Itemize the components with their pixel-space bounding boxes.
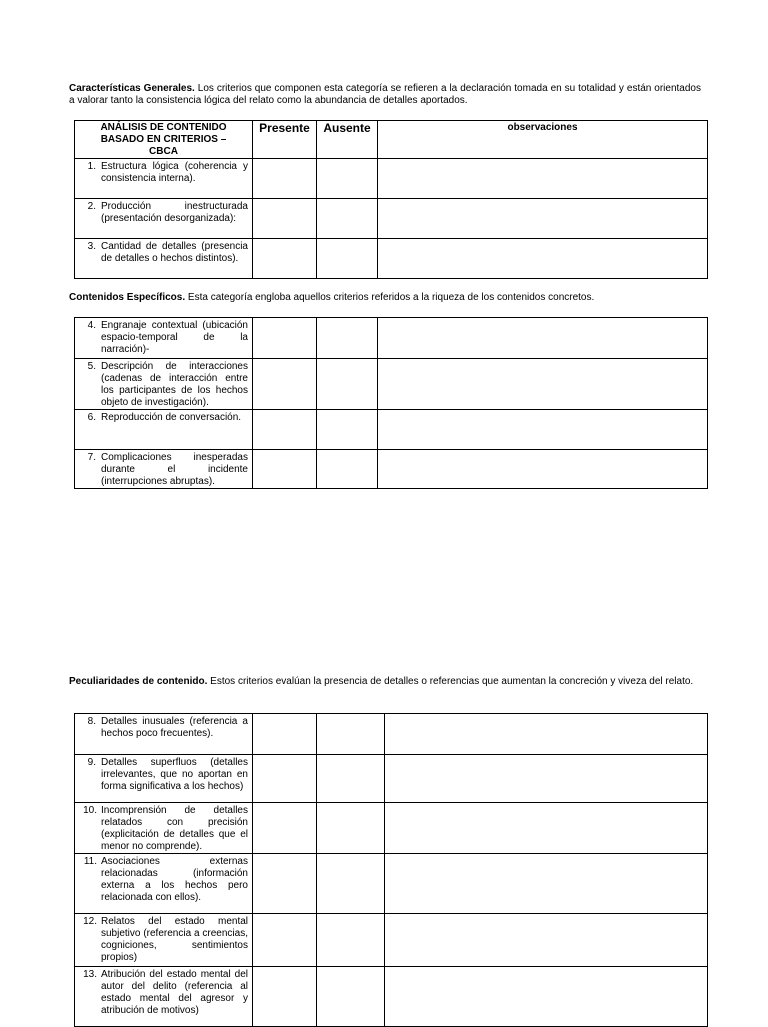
criterion-number: 9.: [87, 757, 96, 768]
ausente-cell[interactable]: [317, 714, 385, 755]
table-row: [75, 450, 708, 489]
ausente-cell[interactable]: [317, 967, 385, 1027]
table-row: [75, 803, 708, 854]
criterion-number: 4.: [87, 320, 96, 331]
presente-cell[interactable]: [253, 410, 317, 450]
criterion-number: 7.: [87, 452, 96, 463]
presente-cell[interactable]: [253, 755, 317, 803]
ausente-cell[interactable]: [317, 450, 378, 489]
table-row: [75, 755, 708, 803]
presente-cell[interactable]: [253, 854, 317, 914]
header-criteria: ANÁLISIS DE CONTENIDO BASADO EN CRITERIOS – CBCA: [75, 121, 253, 159]
ausente-cell[interactable]: [317, 318, 378, 359]
ausente-cell[interactable]: [317, 199, 378, 239]
ausente-cell[interactable]: [317, 755, 385, 803]
observaciones-cell[interactable]: [385, 803, 708, 854]
observaciones-cell[interactable]: [378, 450, 708, 489]
observaciones-cell[interactable]: [385, 854, 708, 914]
criterion-number: 8.: [87, 716, 96, 727]
table-row: [75, 199, 708, 239]
presente-cell[interactable]: [253, 803, 317, 854]
table-row: [75, 359, 708, 410]
ausente-cell[interactable]: [317, 359, 378, 410]
observaciones-cell[interactable]: [385, 755, 708, 803]
criterion-text: Detalles superfluos (detalles irrelevantes, que no aportan en forma significativa a los hechos): [101, 757, 248, 792]
observaciones-cell[interactable]: [385, 967, 708, 1027]
presente-cell[interactable]: [253, 359, 317, 410]
criterion-text: Cantidad de detalles (presencia de detalles o hechos distintos).: [101, 241, 248, 264]
section-paragraph-generales: [69, 83, 701, 107]
observaciones-cell[interactable]: [385, 914, 708, 967]
header-observaciones: observaciones: [378, 121, 708, 159]
ausente-cell[interactable]: [317, 854, 385, 914]
ausente-cell[interactable]: [317, 914, 385, 967]
criterion-number: 10.: [83, 805, 97, 816]
table-header-row: [75, 121, 708, 159]
presente-cell[interactable]: [253, 714, 317, 755]
ausente-cell[interactable]: [317, 803, 385, 854]
cbca-table-generales: [74, 120, 708, 279]
criterion-number: 6.: [87, 412, 96, 423]
criterion-number: 5.: [87, 361, 96, 372]
criterion-text: Engranaje contextual (ubicación espacio-temporal de la narración)-: [101, 320, 248, 355]
criterion-text: Reproducción de conversación.: [101, 412, 242, 423]
presente-cell[interactable]: [253, 239, 317, 279]
criterion-text: Detalles inusuales (referencia a hechos poco frecuentes).: [101, 716, 248, 739]
observaciones-cell[interactable]: [378, 199, 708, 239]
table-row: [75, 159, 708, 199]
criterion-number: 3.: [87, 241, 96, 252]
section-title: Características Generales.: [69, 83, 195, 94]
table-row: [75, 914, 708, 967]
observaciones-cell[interactable]: [378, 239, 708, 279]
ausente-cell[interactable]: [317, 239, 378, 279]
criterion-number: 1.: [87, 161, 96, 172]
observaciones-cell[interactable]: [378, 410, 708, 450]
observaciones-cell[interactable]: [378, 159, 708, 199]
criterion-number: 11.: [83, 856, 97, 867]
section-text: Estos criterios evalúan la presencia de detalles o referencias que aumentan la concreción y viveza del relato.: [210, 676, 694, 687]
section-title: Peculiaridades de contenido.: [69, 676, 208, 687]
table-row: [75, 714, 708, 755]
criterion-text: Atribución del estado mental del autor del delito (referencia al estado mental del agresor y atribución de motivos): [101, 969, 248, 1016]
section-paragraph-peculiaridades: [69, 676, 701, 688]
header-presente: Presente: [253, 121, 317, 159]
section-text: Esta categoría engloba aquellos criterios referidos a la riqueza de los contenidos concretos.: [187, 292, 595, 303]
cbca-table-especificos: [74, 317, 708, 489]
criterion-text: Relatos del estado mental subjetivo (referencia a creencias, cogniciones, sentimientos propios): [101, 916, 248, 963]
criterion-text: Estructura lógica (coherencia y consistencia interna).: [101, 161, 248, 184]
criterion-text: Producción inestructurada (presentación desorganizada):: [101, 201, 248, 224]
cbca-table-peculiaridades: [74, 713, 708, 1027]
observaciones-cell[interactable]: [385, 714, 708, 755]
criterion-text: Incomprensión de detalles relatados con precisión (explicitación de detalles que el menor no comprende).: [101, 805, 248, 852]
presente-cell[interactable]: [253, 450, 317, 489]
presente-cell[interactable]: [253, 159, 317, 199]
criterion-number: 2.: [87, 201, 96, 212]
ausente-cell[interactable]: [317, 159, 378, 199]
criterion-text: Complicaciones inesperadas durante el incidente (interrupciones abruptas).: [101, 452, 248, 487]
presente-cell[interactable]: [253, 914, 317, 967]
table-row: [75, 854, 708, 914]
table-row: [75, 967, 708, 1027]
criterion-number: 13.: [83, 969, 97, 980]
presente-cell[interactable]: [253, 967, 317, 1027]
section-paragraph-especificos: [69, 292, 701, 304]
ausente-cell[interactable]: [317, 410, 378, 450]
criterion-text: Descripción de interacciones (cadenas de interacción entre los participantes de los hechos objeto de investigación).: [101, 361, 248, 408]
criterion-number: 12.: [83, 916, 97, 927]
section-text: Los criterios que componen esta categoría se refieren a la declaración tomada en su totalidad y están orientados a valorar tanto la consistencia lógica del relato como la abundancia de detalles aportados.: [69, 83, 701, 106]
section-title: Contenidos Específicos.: [69, 292, 186, 303]
observaciones-cell[interactable]: [378, 318, 708, 359]
table-row: [75, 239, 708, 279]
presente-cell[interactable]: [253, 199, 317, 239]
header-ausente: Ausente: [317, 121, 378, 159]
presente-cell[interactable]: [253, 318, 317, 359]
observaciones-cell[interactable]: [378, 359, 708, 410]
criterion-text: Asociaciones externas relacionadas (información externa a los hechos pero relacionada con ellos).: [101, 856, 248, 903]
table-row: [75, 410, 708, 450]
table-row: [75, 318, 708, 359]
